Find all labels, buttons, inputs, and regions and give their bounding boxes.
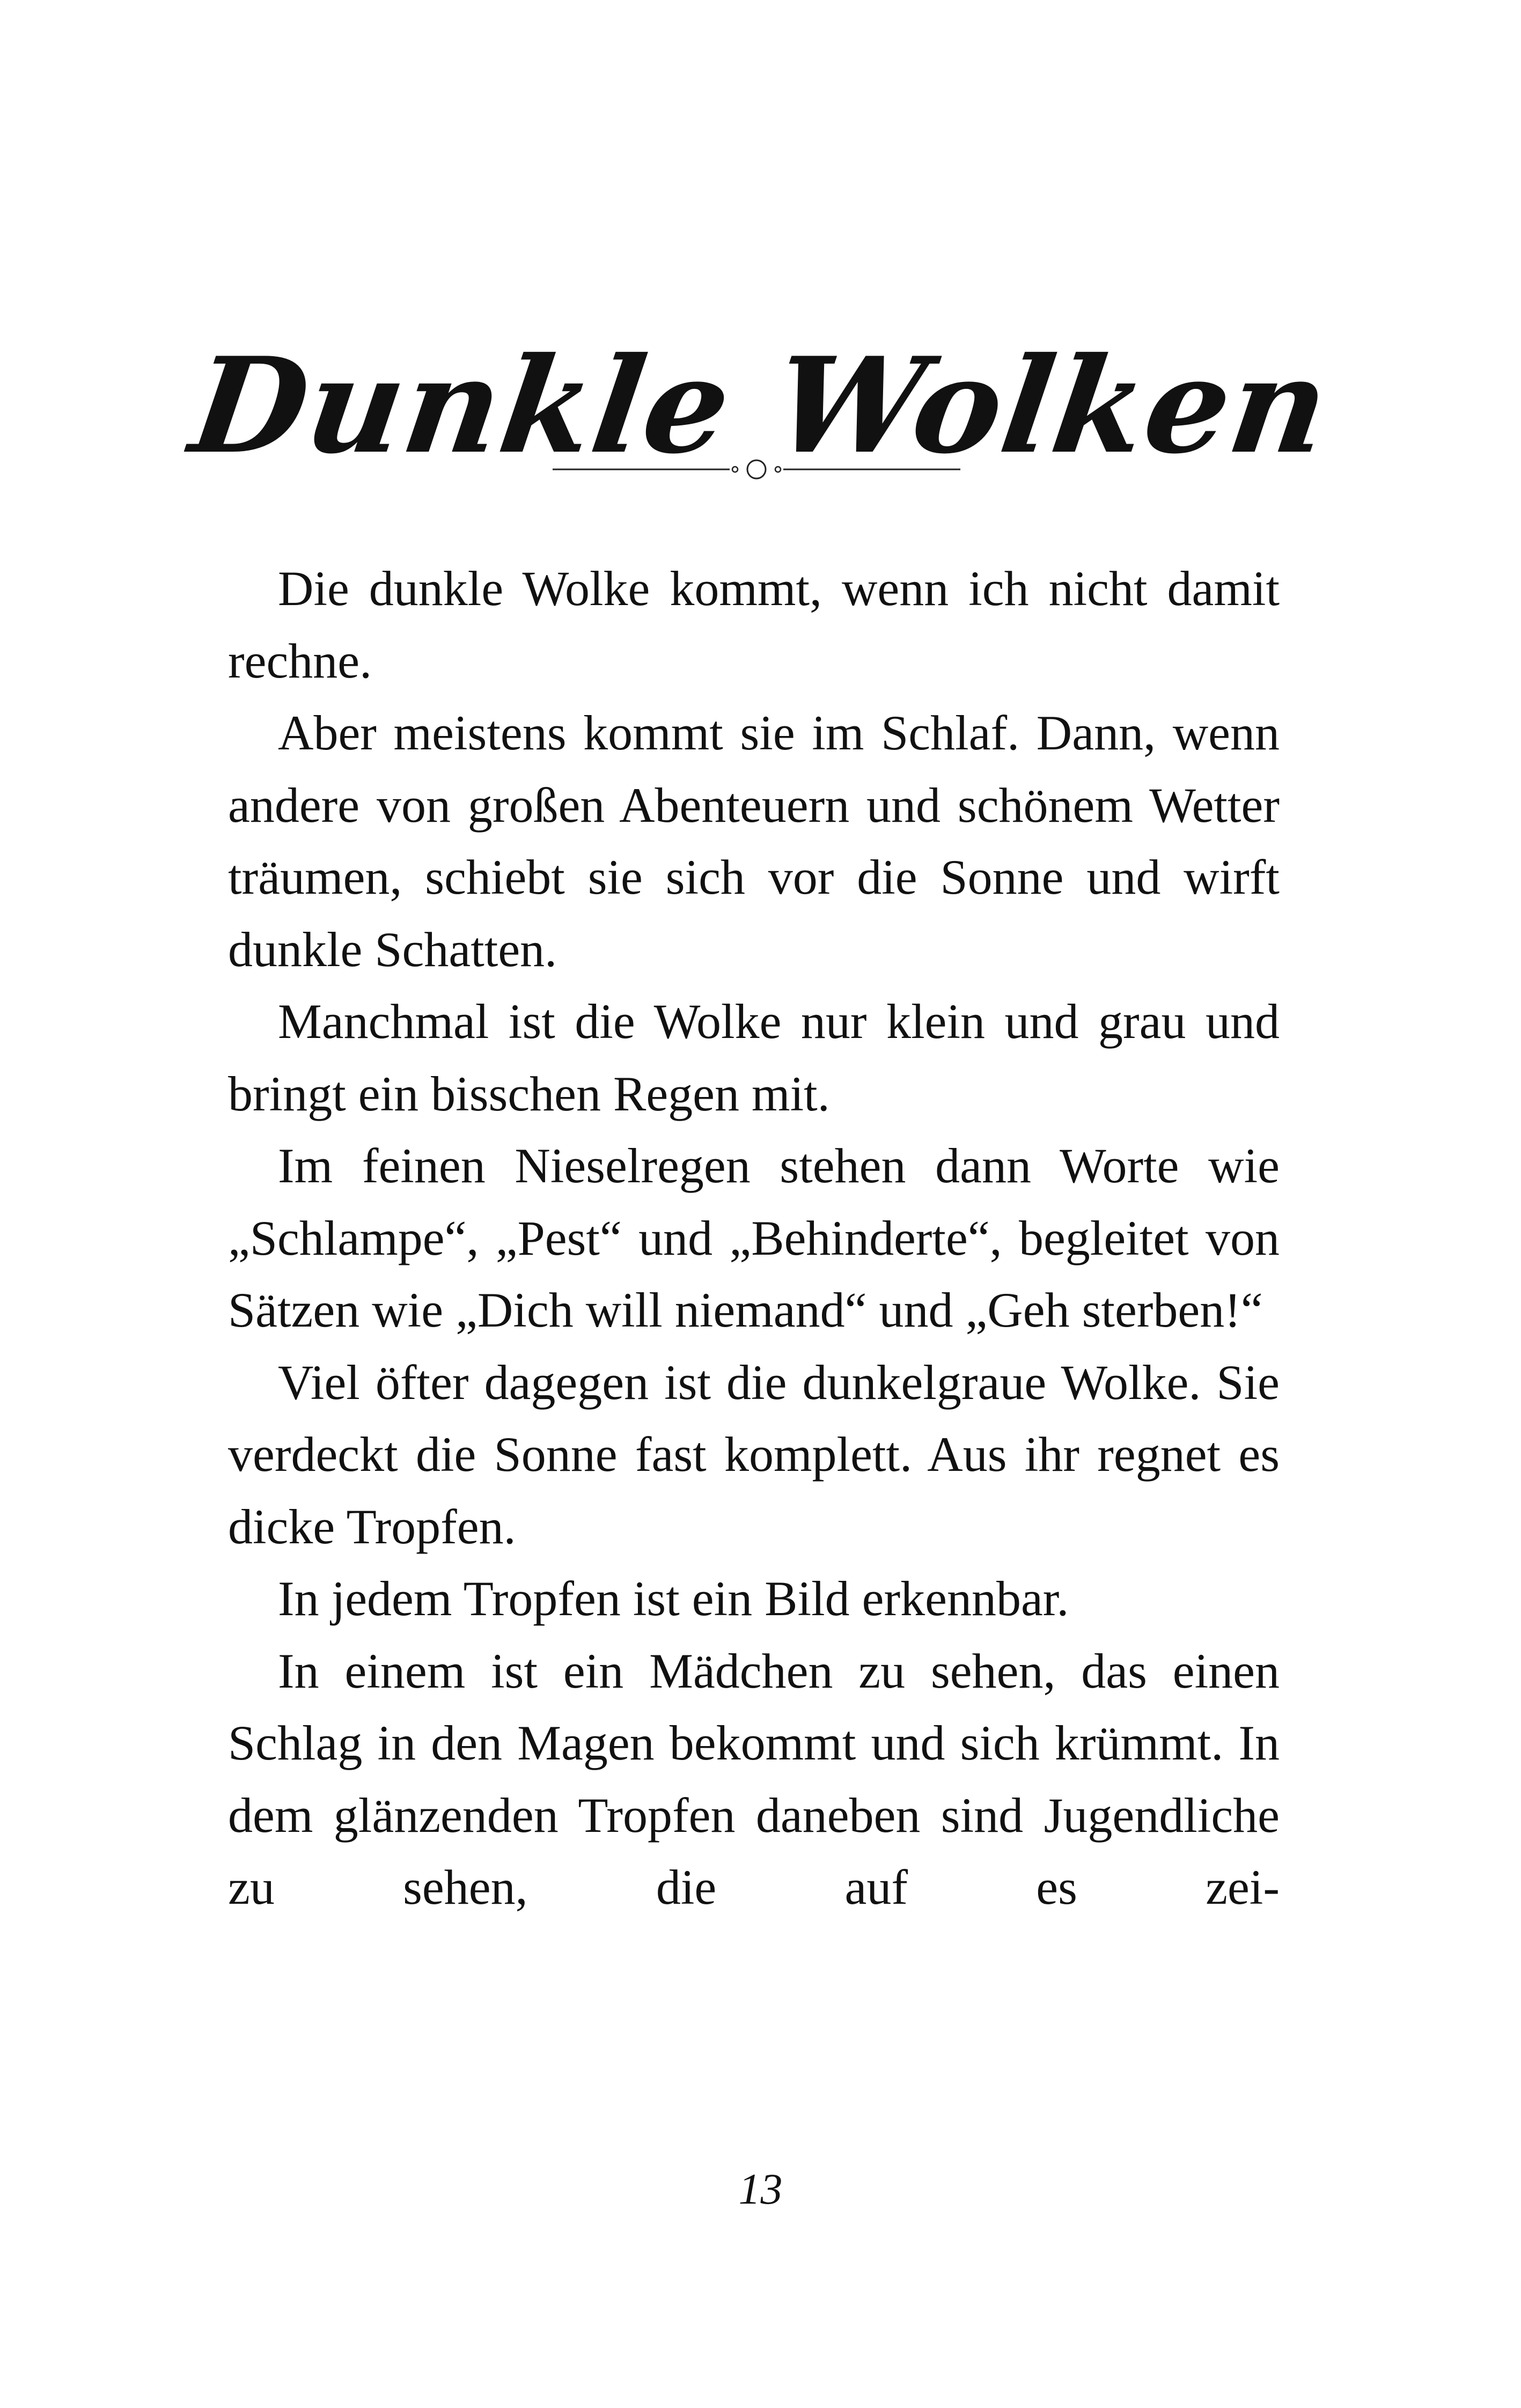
page-number: 13 (738, 2164, 783, 2213)
title-divider-ornament (553, 456, 960, 483)
paragraph: Aber meistens kommt sie im Schlaf. Dann, wenn andere von großen Abenteuern und schönem Wetter träumen, schiebt sie sich vor die Sonne und wirft dunkle Schatten. (228, 705, 1280, 977)
paragraph: In jedem Tropfen ist ein Bild erkennbar. (278, 1571, 1069, 1626)
paragraph: Im feinen Nieselregen stehen dann Worte wie „Schlampe“, „Pest“ und „Behinderte“, begleitet von Sätzen wie „Dich will niemand“ und „Geh sterben!“ (228, 1138, 1280, 1337)
paragraph: Manchmal ist die Wolke nur klein und grau und bringt ein bisschen Regen mit. (228, 994, 1280, 1121)
paragraph: In einem ist ein Mädchen zu sehen, das einen Schlag in den Magen bekommt und sich krümmt. In dem glänzenden Tropfen daneben sind Jugendliche zu sehen, die auf es zei- (228, 1643, 1280, 1914)
paragraph: Die dunkle Wolke kommt, wenn ich nicht damit rechne. (228, 561, 1280, 688)
chapter-body (228, 553, 1280, 1924)
paragraph: Viel öfter dagegen ist die dunkelgraue Wolke. Sie verdeckt die Sonne fast komplett. Aus ihr regnet es dicke Tropfen. (228, 1354, 1280, 1554)
chapter-title: Dunkle Wolken (182, 328, 1339, 483)
